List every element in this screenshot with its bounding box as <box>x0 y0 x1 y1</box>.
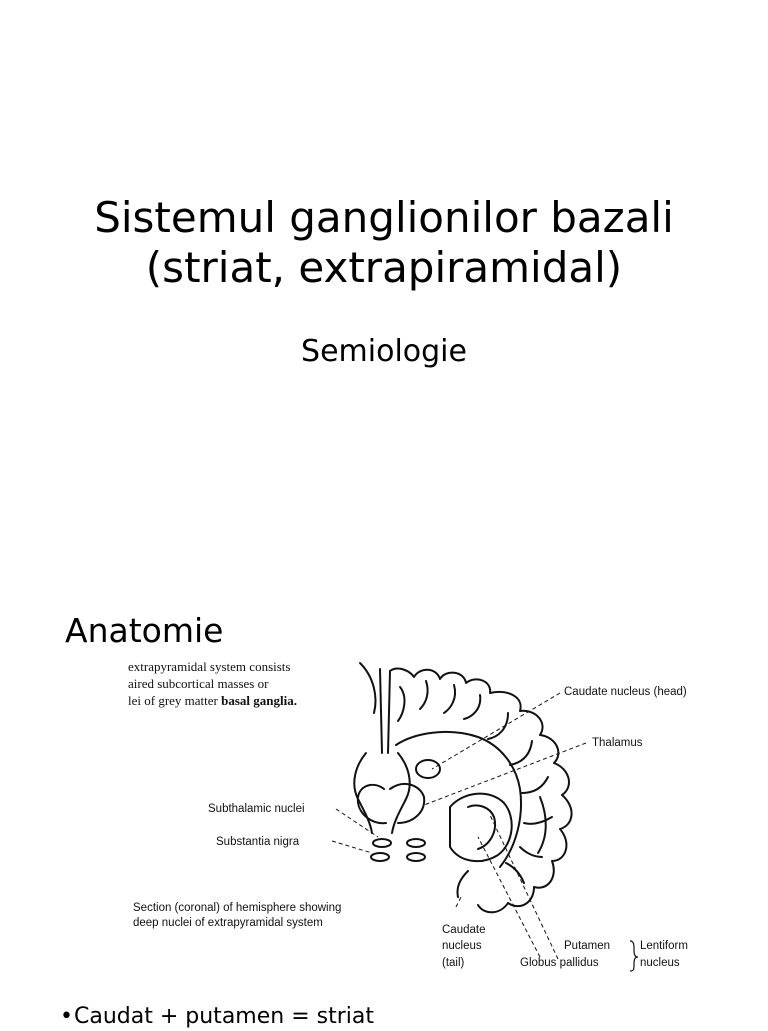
intro-text-line-2: aired subcortical masses or <box>128 676 269 691</box>
label-putamen: Putamen <box>564 940 611 952</box>
label-thalamus: Thalamus <box>592 737 643 749</box>
label-lentiform-2: nucleus <box>640 957 680 969</box>
intro-text-line-3-pre: lei of grey matter <box>128 693 222 708</box>
slide-subtitle: Semiologie <box>301 334 467 369</box>
intro-text-line-1: extrapyramidal system consists <box>128 659 291 674</box>
bullet-item <box>60 1003 374 1031</box>
figure-caption-line-1: Section (coronal) of hemisphere showing <box>133 902 342 914</box>
label-substantia-nigra: Substantia nigra <box>216 836 300 848</box>
title-line-2: (striat, extrapiramidal) <box>145 243 623 292</box>
anatomy-figure <box>128 657 720 977</box>
label-caudate-tail-2: nucleus <box>442 940 482 952</box>
label-subthalamic-nuclei: Subthalamic nuclei <box>208 803 305 815</box>
intro-text-bold: basal ganglia. <box>221 693 297 708</box>
label-caudate-tail-1: Caudate <box>442 924 486 936</box>
label-lentiform-1: Lentiform <box>640 940 688 952</box>
label-globus-pallidus: Globus pallidus <box>520 957 599 969</box>
label-caudate-tail-3: (tail) <box>442 957 465 969</box>
label-caudate-head: Caudate nucleus (head) <box>564 686 687 698</box>
bullet-text: Caudat + putamen = striat <box>74 1004 374 1029</box>
figure-caption-line-2: deep nuclei of extrapyramidal system <box>133 917 323 929</box>
slide-title <box>0 193 768 293</box>
title-line-1: Sistemul ganglionilor bazali <box>94 193 674 242</box>
intro-text-line-3 <box>128 693 297 709</box>
section-heading: Anatomie <box>65 611 224 650</box>
bullet-dot: • <box>60 1004 73 1029</box>
